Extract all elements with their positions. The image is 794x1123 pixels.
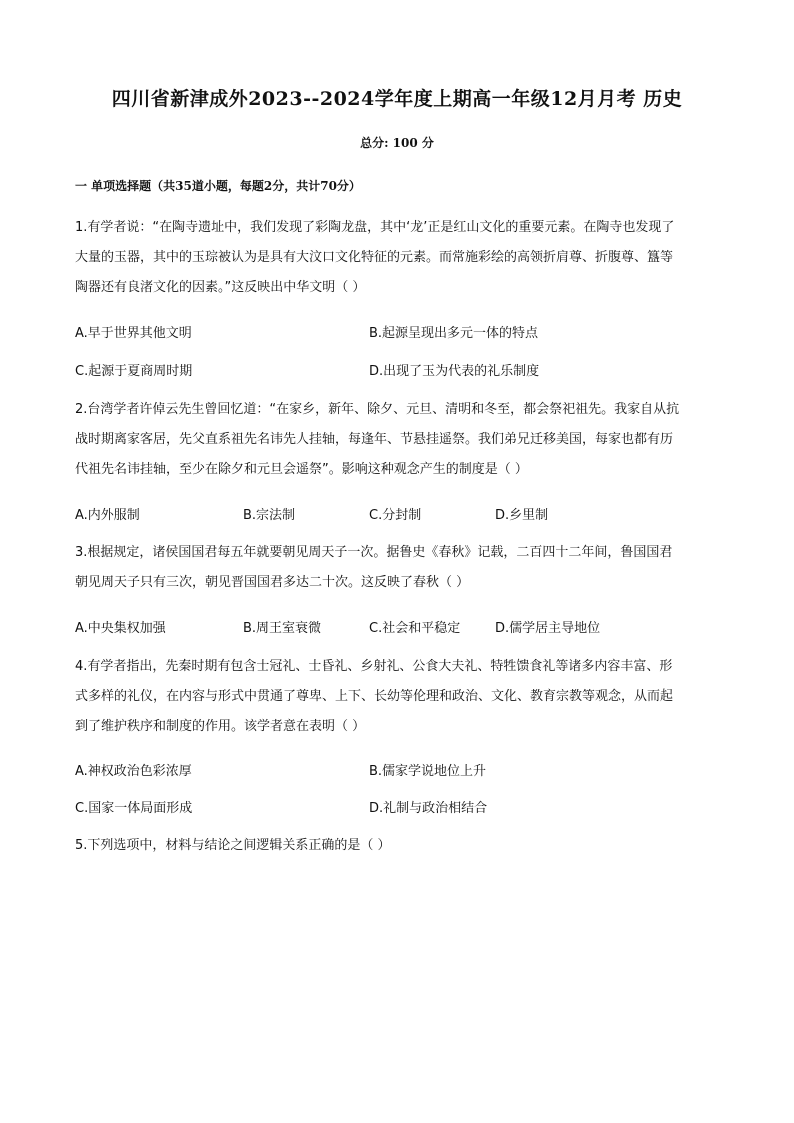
option-a: A.内外服制 <box>75 508 140 523</box>
question-line: 1.有学者说：“在陶寺遗址中，我们发现了彩陶龙盘，其中‘龙’正是红山文化的重要元素。在陶寺也发现了 <box>75 220 675 235</box>
question-line: 朝见周天子只有三次，朝见晋国国君多达二十次。这反映了春秋（ ） <box>75 575 470 590</box>
option-a: A.早于世界其他文明 <box>75 326 192 341</box>
option-c: C.社会和平稳定 <box>369 621 461 636</box>
question-line: 大量的玉器，其中的玉琮被认为是具有大汶口文化特征的元素。而常施彩绘的高领折肩尊、折腹尊、簋等 <box>75 250 674 265</box>
option-c: C.分封制 <box>369 508 422 523</box>
question-1-options <box>75 322 720 342</box>
question-line: 代祖先名讳挂轴，至少在除夕和元旦会遥祭”。影响这种观念产生的制度是（ ） <box>75 462 528 477</box>
question-line: 2.台湾学者许倬云先生曾回忆道：“在家乡，新年、除夕、元旦、清明和冬至，都会祭祀祖先。我家自从抗 <box>75 402 680 417</box>
question-4-stem <box>75 652 720 742</box>
question-line: 5.下列选项中，材料与结论之间逻辑关系正确的是（ ） <box>75 838 391 853</box>
question-2-stem <box>75 395 720 485</box>
option-c: C.起源于夏商周时期 <box>75 364 193 379</box>
option-b: B.儒家学说地位上升 <box>369 764 487 779</box>
option-d: D.礼制与政治相结合 <box>369 801 488 816</box>
total-score: 总分: 100 分 <box>360 136 434 150</box>
option-b: B.宗法制 <box>243 508 296 523</box>
question-line: 式多样的礼仪，在内容与形式中贯通了尊卑、上下、长幼等伦理和政治、文化、教育宗教等观念，从而起 <box>75 689 674 704</box>
question-4-options-row2 <box>75 797 720 817</box>
question-line: 到了维护秩序和制度的作用。该学者意在表明（ ） <box>75 719 366 734</box>
question-1-stem <box>75 213 720 303</box>
section-heading: 一 单项选择题（共35道小题，每题2分，共计70分） <box>75 179 361 193</box>
option-d: D.儒学居主导地位 <box>495 621 601 636</box>
page-title: 四川省新津成外2023--2024学年度上期高一年级12月月考 历史 <box>111 88 683 110</box>
option-b: B.周王室衰微 <box>243 621 322 636</box>
question-line: 陶器还有良渚文化的因素。”这反映出中华文明（ ） <box>75 280 366 295</box>
option-b: B.起源呈现出多元一体的特点 <box>369 326 539 341</box>
question-5-stem <box>75 831 720 861</box>
option-c: C.国家一体局面形成 <box>75 801 193 816</box>
option-a: A.神权政治色彩浓厚 <box>75 764 192 779</box>
question-3-stem <box>75 538 720 598</box>
question-line: 3.根据规定，诸侯国国君每五年就要朝见周天子一次。据鲁史《春秋》记载，二百四十二年间，鲁国国君 <box>75 545 673 560</box>
option-d: D.出现了玉为代表的礼乐制度 <box>369 364 540 379</box>
question-line: 4.有学者指出，先秦时期有包含士冠礼、士昏礼、乡射礼、公食大夫礼、特牲馈食礼等诸多内容丰富、形 <box>75 659 673 674</box>
question-1-options-row2 <box>75 360 720 380</box>
question-line: 战时期离家客居，先父直系祖先名讳先人挂轴，每逢年、节悬挂遥祭。我们弟兄迁移美国，每家也都有历 <box>75 432 674 447</box>
question-4-options <box>75 760 720 780</box>
option-a: A.中央集权加强 <box>75 621 166 636</box>
question-3-options <box>75 617 720 637</box>
option-d: D.乡里制 <box>495 508 549 523</box>
question-2-options <box>75 504 720 524</box>
